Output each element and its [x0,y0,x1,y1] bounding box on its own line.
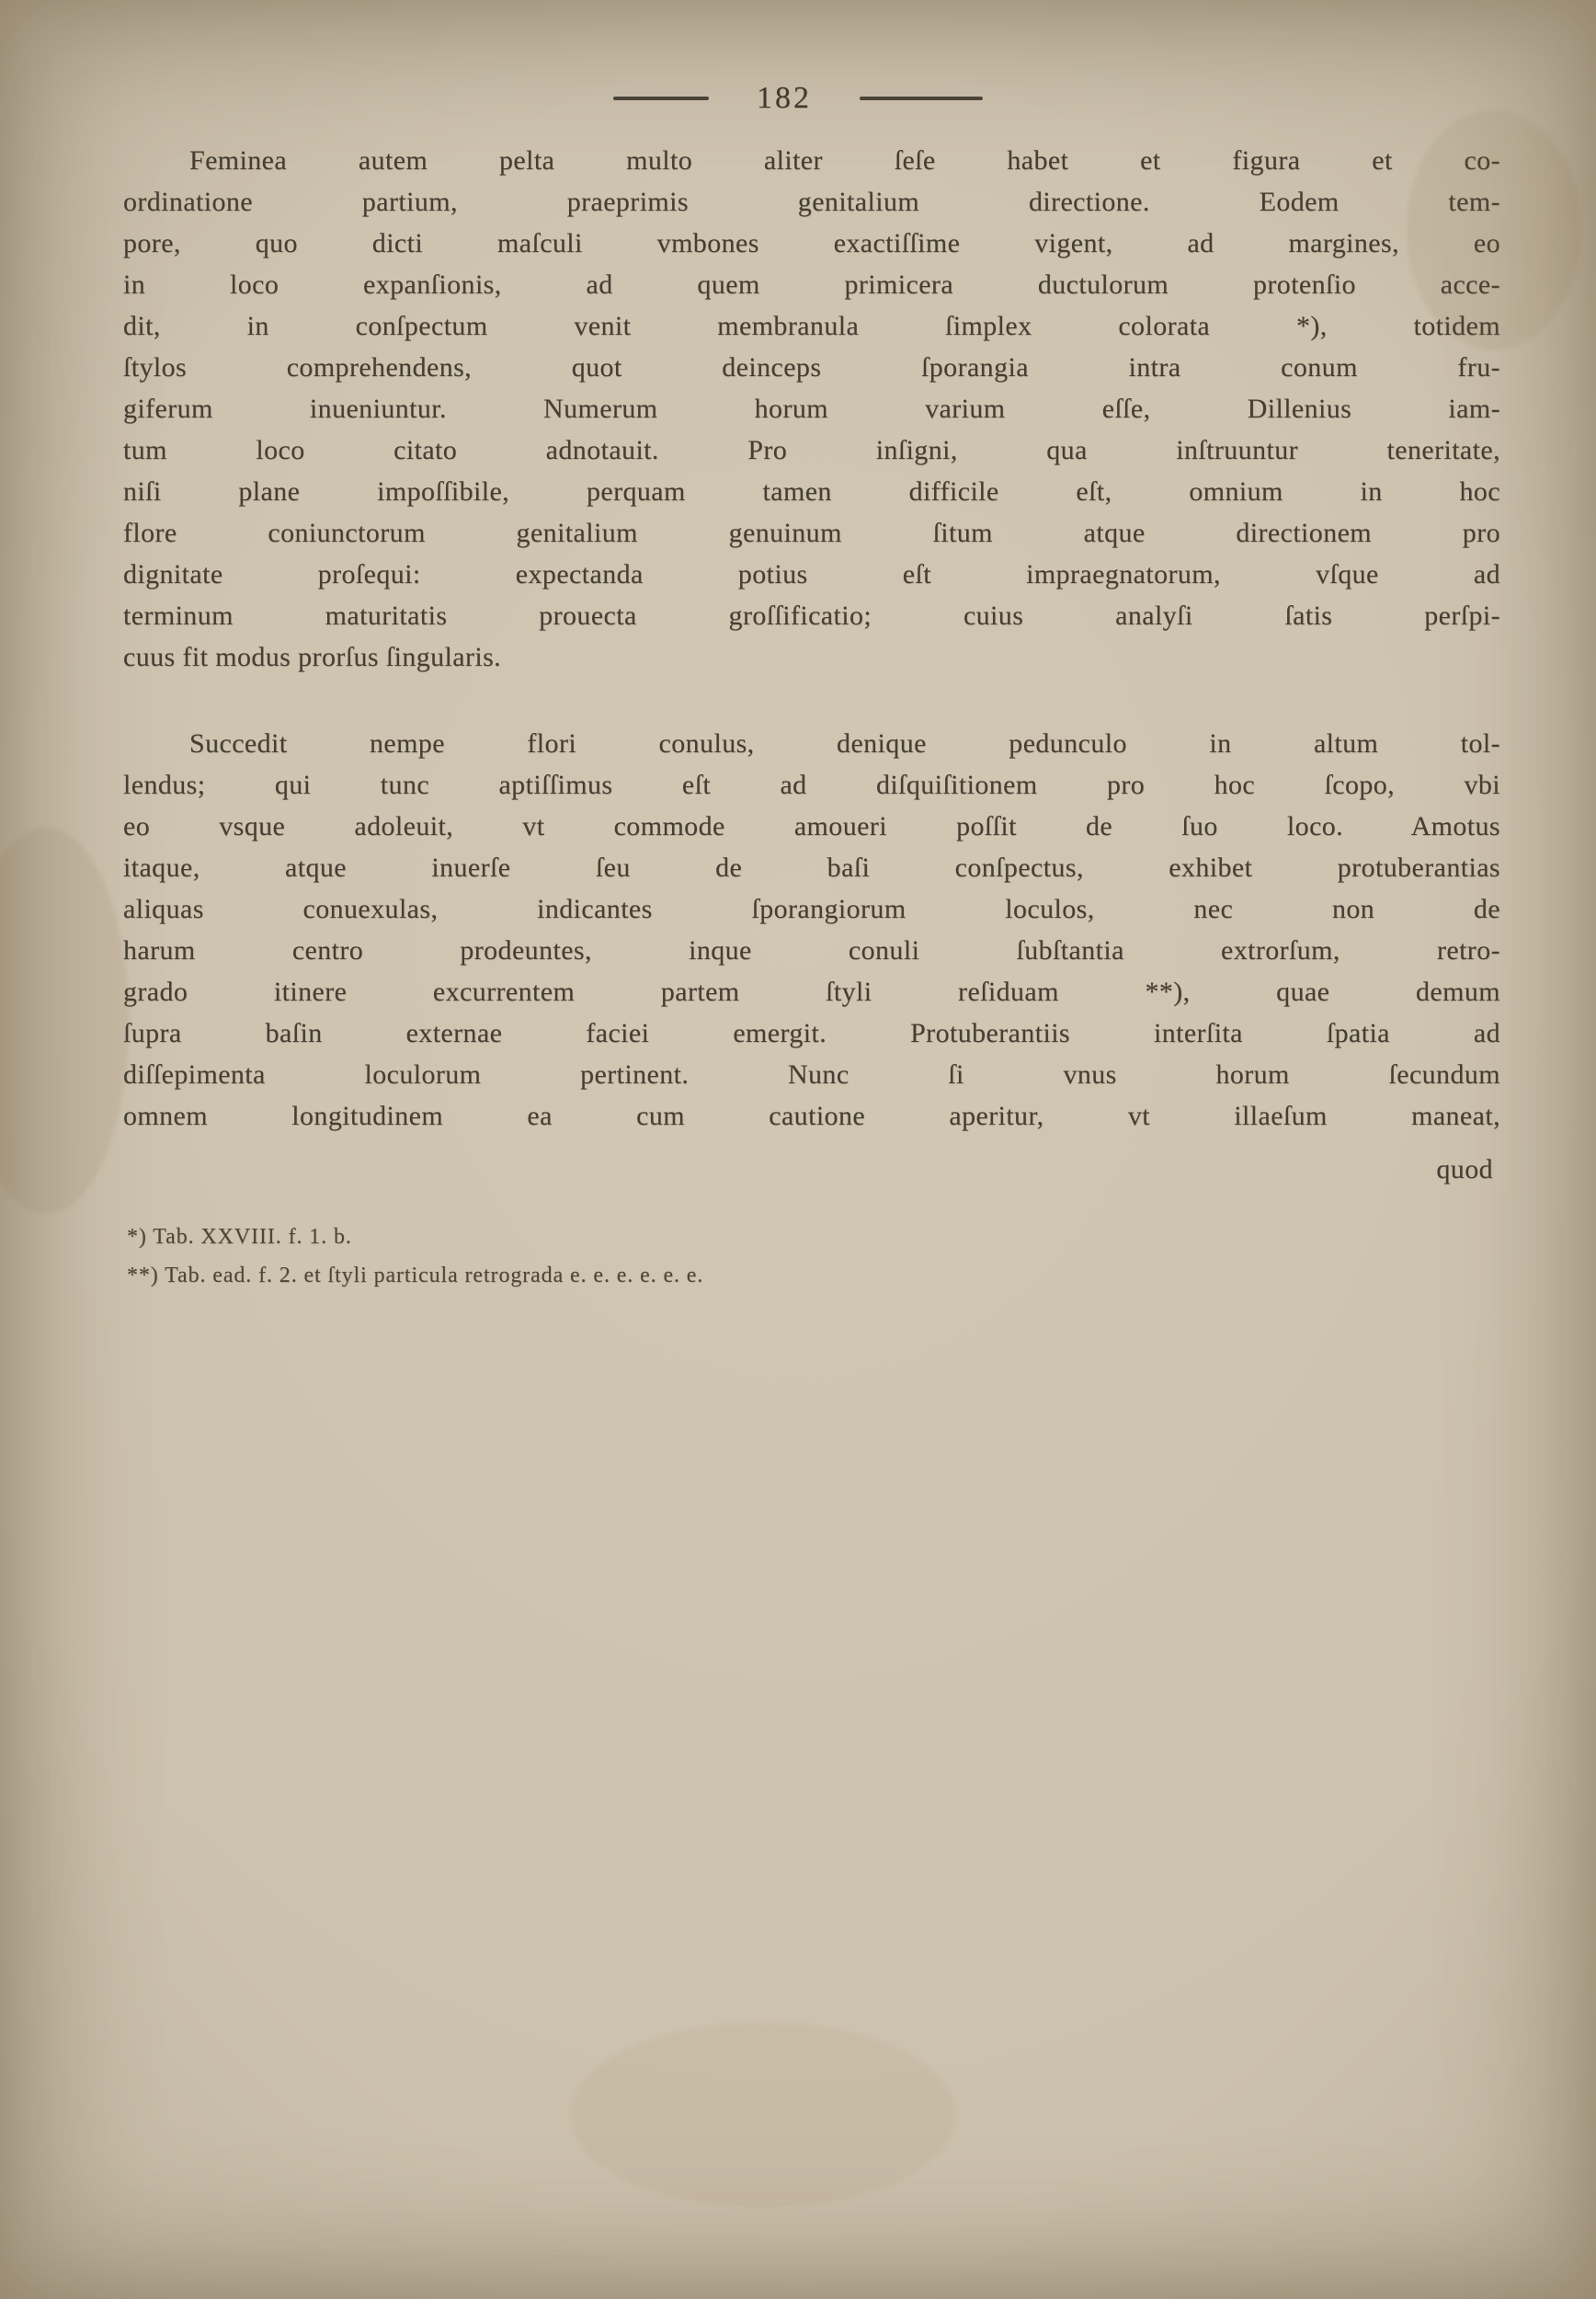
text-line: cuus fit modus prorſus ſingularis. [123,642,502,672]
text-line: ordinatione partium, praeprimis genitalium directione. Eodem tem- [123,187,1500,217]
text-line: Succedit nempe flori conulus, denique pedunculo in altum tol- [189,728,1500,759]
text-line: in loco expanſionis, ad quem primicera ductulorum protenſio acce- [123,269,1500,300]
paragraph-1 [123,140,1500,678]
text-line: ſupra baſin externae faciei emergit. Protuberantiis interſita ſpatia ad [123,1018,1500,1048]
text-line: itaque, atque inuerſe ſeu de baſi conſpectus, exhibet protuberantias [123,852,1500,883]
text-line: aliquas conuexulas, indicantes ſporangiorum loculos, nec non de [123,894,1500,924]
text-line: omnem longitudinem ea cum cautione aperitur, vt illaeſum maneat, [123,1101,1500,1131]
footnote-1: *) Tab. XXVIII. f. 1. b. [127,1225,352,1249]
text-line: terminum maturitatis prouecta groſſificatio; cuius analyſi ſatis perſpi- [123,600,1500,631]
body-text [123,140,1500,1295]
catchword: quod [1436,1154,1493,1184]
page-header [0,79,1596,118]
page-number: 182 [757,81,812,115]
text-line: pore, quo dicti maſculi vmbones exactiſſime vigent, ad margines, eo [123,228,1500,258]
text-line: dignitate proſequi: expectanda potius eſt impraegnatorum, vſque ad [123,559,1500,589]
text-line: lendus; qui tunc aptiſſimus eſt ad diſquiſitionem pro hoc ſcopo, vbi [123,770,1500,800]
paragraph-2 [123,723,1500,1137]
text-line: tum loco citato adnotauit. Pro inſigni, qua inſtruuntur teneritate, [123,435,1500,465]
paper-stain [0,828,129,1214]
text-line: giferum inueniuntur. Numerum horum varium eſſe, Dillenius iam- [123,394,1500,424]
header-rule-right [860,97,983,100]
header-rule-left [613,97,709,100]
text-line: grado itinere excurrentem partem ſtyli reſiduam **), quae demum [123,977,1500,1007]
paper-stain [570,2023,956,2207]
text-line: harum centro prodeuntes, inque conuli ſubſtantia extrorſum, retro- [123,935,1500,966]
text-line: dit, in conſpectum venit membranula ſimplex colorata *), totidem [123,311,1500,341]
text-line: ſtylos comprehendens, quot deinceps ſporangia intra conum fru- [123,352,1500,383]
text-line: niſi plane impoſſibile, perquam tamen difficile eſt, omnium in hoc [123,476,1500,507]
text-line: Feminea autem pelta multo aliter ſeſe habet et figura et co- [189,145,1500,176]
text-line: diſſepimenta loculorum pertinent. Nunc ſi vnus horum ſecundum [123,1059,1500,1090]
footnote-2: **) Tab. ead. f. 2. et ſtyli particula retrograda e. e. e. e. e. e. [127,1264,704,1287]
footnotes [123,1218,1500,1295]
text-line: flore coniunctorum genitalium genuinum ſitum atque directionem pro [123,518,1500,548]
text-line: eo vsque adoleuit, vt commode amoueri poſſit de ſuo loco. Amotus [123,811,1500,841]
